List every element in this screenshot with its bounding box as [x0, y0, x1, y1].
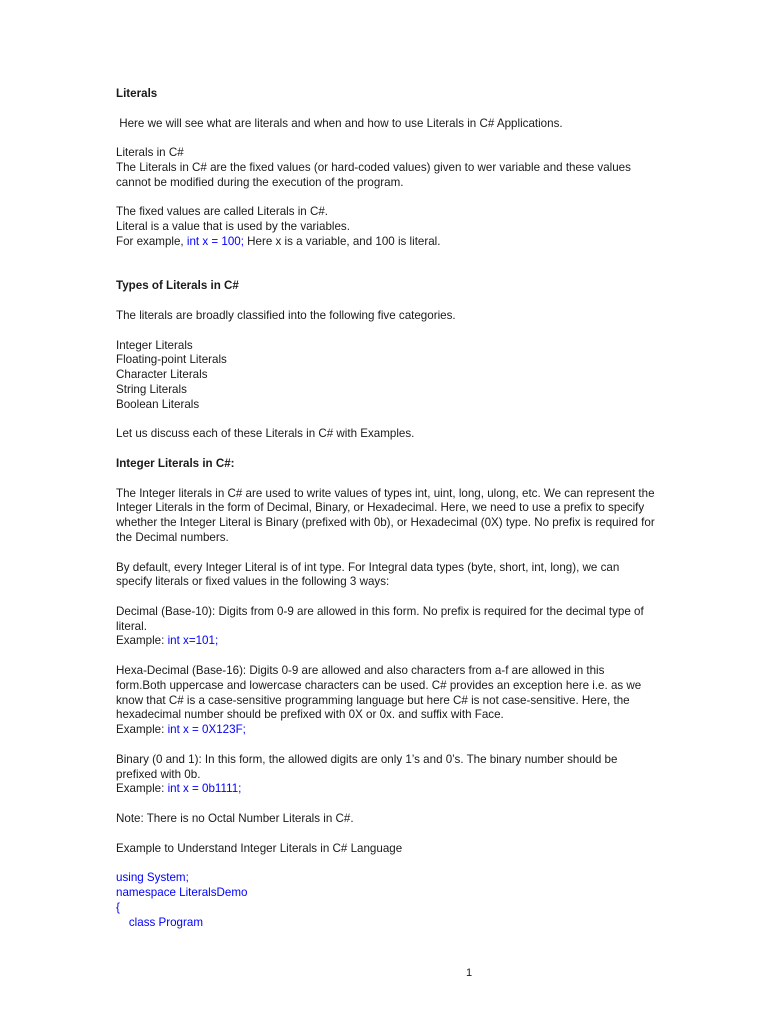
hex-example — [116, 723, 656, 738]
example-prefix: For example, — [116, 234, 187, 248]
hex-example-code: int x = 0X123F; — [167, 723, 246, 737]
fixed-values-line: The fixed values are called Literals in C#. — [116, 205, 329, 219]
code-line: class Program — [116, 915, 203, 929]
list-item: Integer Literals — [116, 338, 193, 352]
list-item: Character Literals — [116, 368, 208, 382]
intro-text: Here we will see what are literals and when and how to use Literals in C# Applications. — [116, 116, 563, 130]
example-heading: Example to Understand Integer Literals in C# Language — [116, 841, 403, 855]
example-code: int x = 100; — [186, 234, 244, 248]
integer-paragraph-2: By default, every Integer Literal is of int type. For Integral data types (byte, short, int, long), we can specify literals or fixed values in the following 3 ways: — [116, 560, 620, 589]
code-line: using System; — [116, 871, 189, 885]
code-block — [116, 871, 656, 930]
binary-example — [116, 782, 656, 797]
discuss-line: Let us discuss each of these Literals in C# with Examples. — [116, 427, 415, 441]
document-page — [116, 87, 656, 930]
list-item: String Literals — [116, 382, 187, 396]
decimal-example — [116, 634, 656, 649]
example-suffix: Here x is a variable, and 100 is literal. — [243, 234, 441, 248]
literal-definition-line: Literal is a value that is used by the variables. — [116, 220, 350, 234]
binary-example-code: int x = 0b1111; — [167, 782, 242, 796]
document-title: Literals — [116, 87, 158, 100]
hex-description: Hexa-Decimal (Base-16): Digits 0-9 are allowed and also characters from a-f are allowed in this form.Both uppercase and lowercase characters can be used. C# provides an exception here i.e. as we know that C# is a case-sensitive programming language but here C# is not case-sensitive. Here, the hexadecimal number should be prefixed with 0X or 0x. and suffix with Face. — [116, 664, 642, 722]
decimal-description: Decimal (Base-10): Digits from 0-9 are allowed in this form. No prefix is required for the decimal type of literal. — [116, 604, 644, 633]
code-line: { — [116, 900, 120, 914]
types-heading: Types of Literals in C# — [116, 279, 239, 293]
types-intro: The literals are broadly classified into the following five categories. — [116, 308, 456, 322]
section-label: Literals in C# — [116, 146, 184, 160]
integer-paragraph-1: The Integer literals in C# are used to write values of types int, uint, long, ulong, etc. We can represent the Integer Literals in the form of Decimal, Binary, or Hexadecimal. Here, we need to use a prefix to specify whether the Integer Literal is Binary (prefixed with 0b), or Hexadecimal (0X) type. No prefix is required for the Decimal numbers. — [116, 486, 655, 544]
integer-heading: Integer Literals in C#: — [116, 456, 235, 470]
example-line — [116, 235, 656, 250]
page-number: 1 — [465, 967, 473, 979]
code-line: namespace LiteralsDemo — [116, 886, 248, 900]
decimal-example-label: Example: — [116, 634, 168, 648]
list-item: Boolean Literals — [116, 397, 200, 411]
hex-example-label: Example: — [116, 723, 168, 737]
octal-note: Note: There is no Octal Number Literals in C#. — [116, 812, 354, 826]
binary-example-label: Example: — [116, 782, 168, 796]
decimal-example-code: int x=101; — [167, 634, 219, 648]
section-description: The Literals in C# are the fixed values (or hard-coded values) given to wer variable and these values cannot be modified during the execution of the program. — [116, 160, 631, 189]
list-item: Floating-point Literals — [116, 353, 227, 367]
binary-description: Binary (0 and 1): In this form, the allowed digits are only 1’s and 0’s. The binary number should be prefixed with 0b. — [116, 752, 618, 781]
